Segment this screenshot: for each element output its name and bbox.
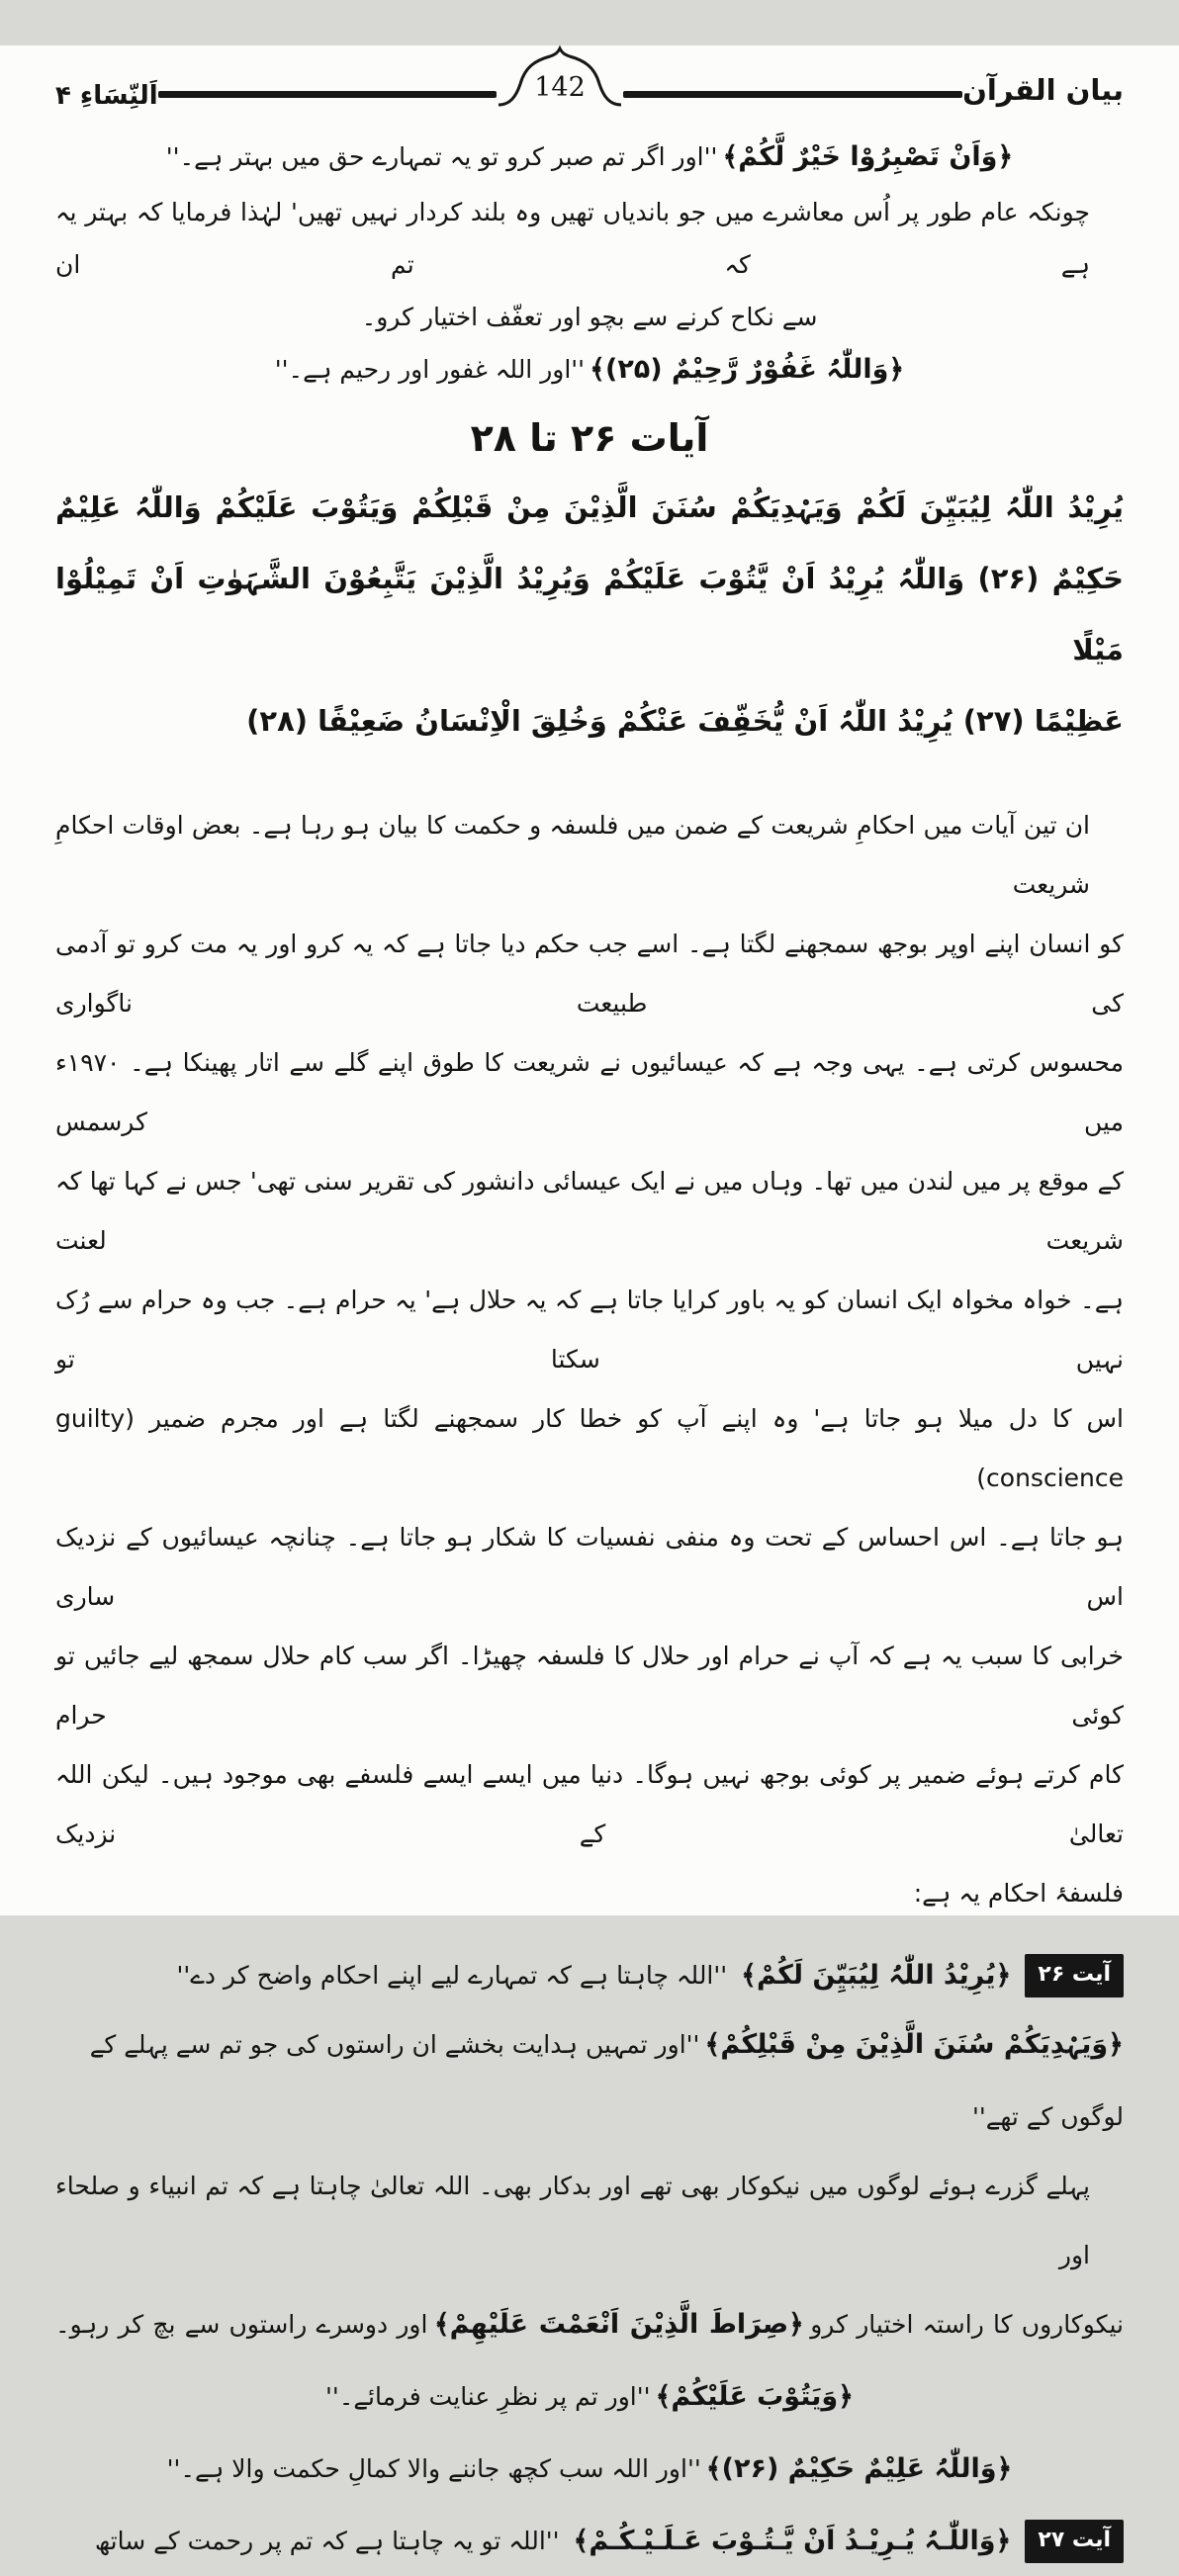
commentary-line: اس کا دل میلا ہو جاتا ہے' وہ اپنے آپ کو خطا کار سمجھنے لگتا ہے اور مجرم ضمیر (guilty conscience) <box>55 1404 1124 1492</box>
urdu-translation: ''اور اللہ سب کچھ جاننے والا کمالِ حکمت والا ہے۔'' <box>166 2454 701 2483</box>
commentary-line: فلسفۂ احکام یہ ہے: <box>913 1879 1124 1908</box>
urdu-translation-continued: لوگوں کے تھے'' <box>971 2102 1124 2131</box>
commentary-text: نیکوکاروں کا راستہ اختیار کرو <box>810 2310 1124 2339</box>
quran-verse-line: یُرِیْدُ اللّٰہُ لِیُبَیِّنَ لَکُمْ وَیَہْدِیَکُمْ سُنَنَ الَّذِیْنَ مِنْ قَبْلِکُمْ وَیَتُوْبَ عَلَیْکُمْ وَاللّٰہُ عَلِیْمٌ <box>55 490 1124 524</box>
commentary-line: کو انسان اپنے اوپر بوجھ سمجھنے لگتا ہے۔ اسے جب حکم دیا جاتا ہے کہ یہ کرو اور یہ مت کرو تو آدمی کی طبیعت ناگواری <box>55 930 1124 1018</box>
book-page <box>0 45 1179 2556</box>
commentary-paragraph <box>55 796 1124 1923</box>
quote-line <box>55 2362 1124 2435</box>
header-rule-right <box>623 91 962 98</box>
urdu-translation: ''اللہ چاہتا ہے کہ تمہارے لیے اپنے احکام واضح کر دے'' <box>176 1961 728 1990</box>
urdu-translation: ''اور اللہ غفور اور رحیم ہے۔'' <box>274 355 586 384</box>
page-header <box>55 45 1124 109</box>
quran-verses-block <box>55 472 1124 756</box>
commentary-line: سے نکاح کرنے سے بچو اور تعفّف اختیار کرو۔ <box>361 303 818 331</box>
commentary-text: اور دوسرے راستوں سے بچ کر رہو۔ <box>55 2310 428 2339</box>
quran-verse-line: عَظِیْمًا (۲۷) یُرِیْدُ اللّٰہُ اَنْ یُّخَفِّفَ عَنْکُمْ وَخُلِقَ الْاِنْسَانُ ضَعِیْفًا (۲۸) <box>246 704 1124 738</box>
commentary-line: ان تین آیات میں احکامِ شریعت کے ضمن میں فلسفہ و حکمت کا بیان ہو رہا ہے۔ بعض اوقات احکامِ شریعت <box>55 811 1090 899</box>
ayat-26-heading-row <box>55 1941 1124 2010</box>
arabic-quote: ﴿وَاللّٰہُ عَلِیْمٌ حَکِیْمٌ (۲۶)﴾ <box>705 2453 1013 2484</box>
quote-line <box>55 343 1124 399</box>
arabic-quote: ﴿صِرَاطَ الَّذِیْنَ اَنْعَمْتَ عَلَیْھِمْ﴾ <box>433 2309 804 2340</box>
commentary-line: محسوس کرتی ہے۔ یہی وجہ ہے کہ عیسائیوں نے شریعت کا طوق اپنے گلے سے اتار پھینکا ہے۔ ۱۹۷۰ء میں کرسمس <box>55 1048 1124 1136</box>
commentary-line: پہلے گزرے ہوئے لوگوں میں نیکوکار بھی تھے اور بدکار بھی۔ اللہ تعالیٰ چاہتا ہے کہ تم انبیاء و صلحاء اور <box>55 2172 1090 2269</box>
book-title: بیان القرآن <box>962 73 1124 107</box>
page-number: 142 <box>534 72 587 103</box>
quote-line <box>55 2010 1124 2083</box>
arabic-quote: ﴿وَاللّٰـہُ یُـرِیْـدُ اَنْ یَّـتُـوْبَ عَـلَـیْـکُـمْ﴾ <box>573 2526 1012 2556</box>
quote-line <box>55 2435 1124 2507</box>
arabic-quote: ﴿وَاللّٰہُ غَفُوْرٌ رَّحِیْمٌ (۲۵)﴾ <box>590 354 905 385</box>
commentary-line: ہے۔ خواہ مخواہ ایک انسان کو یہ باور کرایا جاتا ہے کہ یہ حلال ہے' یہ حرام ہے۔ جب وہ حرام سے رُک نہیں سکتا تو <box>55 1286 1124 1374</box>
ayat-27-badge: آیت ۲۷ <box>1025 2520 1124 2563</box>
urdu-translation: ''اور تم پر نظرِ عنایت فرمائے۔'' <box>324 2382 651 2411</box>
quran-verse-line: حَکِیْمٌ (۲۶) وَاللّٰہُ یُرِیْدُ اَنْ یَّتُوْبَ عَلَیْکُمْ وَیُرِیْدُ الَّذِیْنَ یَتَّبِعُوْنَ الشَّہَوٰتِ اَنْ تَمِیْلُوْا مَیْلًا <box>55 562 1124 666</box>
urdu-translation: ''اور اگر تم صبر کرو تو یہ تمہارے حق میں بہتر ہے۔'' <box>165 142 718 171</box>
commentary-line: ہو جاتا ہے۔ اس احساس کے تحت وہ منفی نفسیات کا شکار ہو جاتا ہے۔ چنانچہ عیسائیوں کے نزدیک اس ساری <box>55 1523 1124 1611</box>
intro-section <box>55 131 1124 399</box>
commentary-line: کام کرتے ہوئے ضمیر پر کوئی بوجھ نہیں ہوگا۔ دنیا میں ایسے ایسے فلسفے بھی موجود ہیں۔ لیکن اللہ تعالیٰ کے نزدیک <box>55 1760 1124 1848</box>
commentary-line: چونکہ عام طور پر اُس معاشرے میں جو باندیاں تھیں وہ بلند کردار نہیں تھیں' لہٰذا فرمایا کہ بہتر یہ ہے کہ تم ان <box>55 198 1090 279</box>
urdu-translation: ''اللہ تو یہ چاہتا ہے کہ تم پر رحمت کے ساتھ <box>94 2527 560 2555</box>
quote-line <box>55 131 1124 186</box>
section-heading: آیات ۲۶ تا ۲۸ <box>470 416 709 460</box>
urdu-translation: ''اور تمہیں ہدایت بخشے ان راستوں کی جو تم سے پہلے کے <box>89 2030 700 2059</box>
ayat-26-section <box>55 1941 1124 2576</box>
surah-label: اَلنِّسَاءِ ۴ <box>54 81 158 111</box>
ayat-26-badge: آیت ۲۶ <box>1025 1954 1124 1998</box>
arabic-quote: ﴿وَیَتُوْبَ عَلَیْکُمْ﴾ <box>655 2381 854 2412</box>
arabic-quote: ﴿وَیَہْدِیَکُمْ سُنَنَ الَّذِیْنَ مِنْ قَبْلِکُمْ﴾ <box>704 2029 1124 2060</box>
commentary-line: خرابی کا سبب یہ ہے کہ آپ نے حرام اور حلال کا فلسفہ چھیڑا۔ اگر سب کام حلال سمجھ لیے جائیں تو کوئی حرام <box>55 1642 1124 1730</box>
page-number-ornament <box>497 47 623 109</box>
ayat-27-heading-row <box>55 2507 1124 2576</box>
arabic-quote: ﴿وَاَنْ تَصْبِرُوْا خَیْرٌ لَّکُمْ﴾ <box>722 141 1014 172</box>
arabic-quote: ﴿یُرِیْدُ اللّٰہُ لِیُبَیِّنَ لَکُمْ﴾ <box>741 1960 1012 1991</box>
commentary-line <box>55 2290 1124 2362</box>
header-rule-left <box>158 91 498 98</box>
commentary-line: کے موقع پر میں لندن میں تھا۔ وہاں میں نے ایک عیسائی دانشور کی تقریر سنی تھی' جس نے کہا تھا کہ شریعت لعنت <box>55 1167 1124 1255</box>
